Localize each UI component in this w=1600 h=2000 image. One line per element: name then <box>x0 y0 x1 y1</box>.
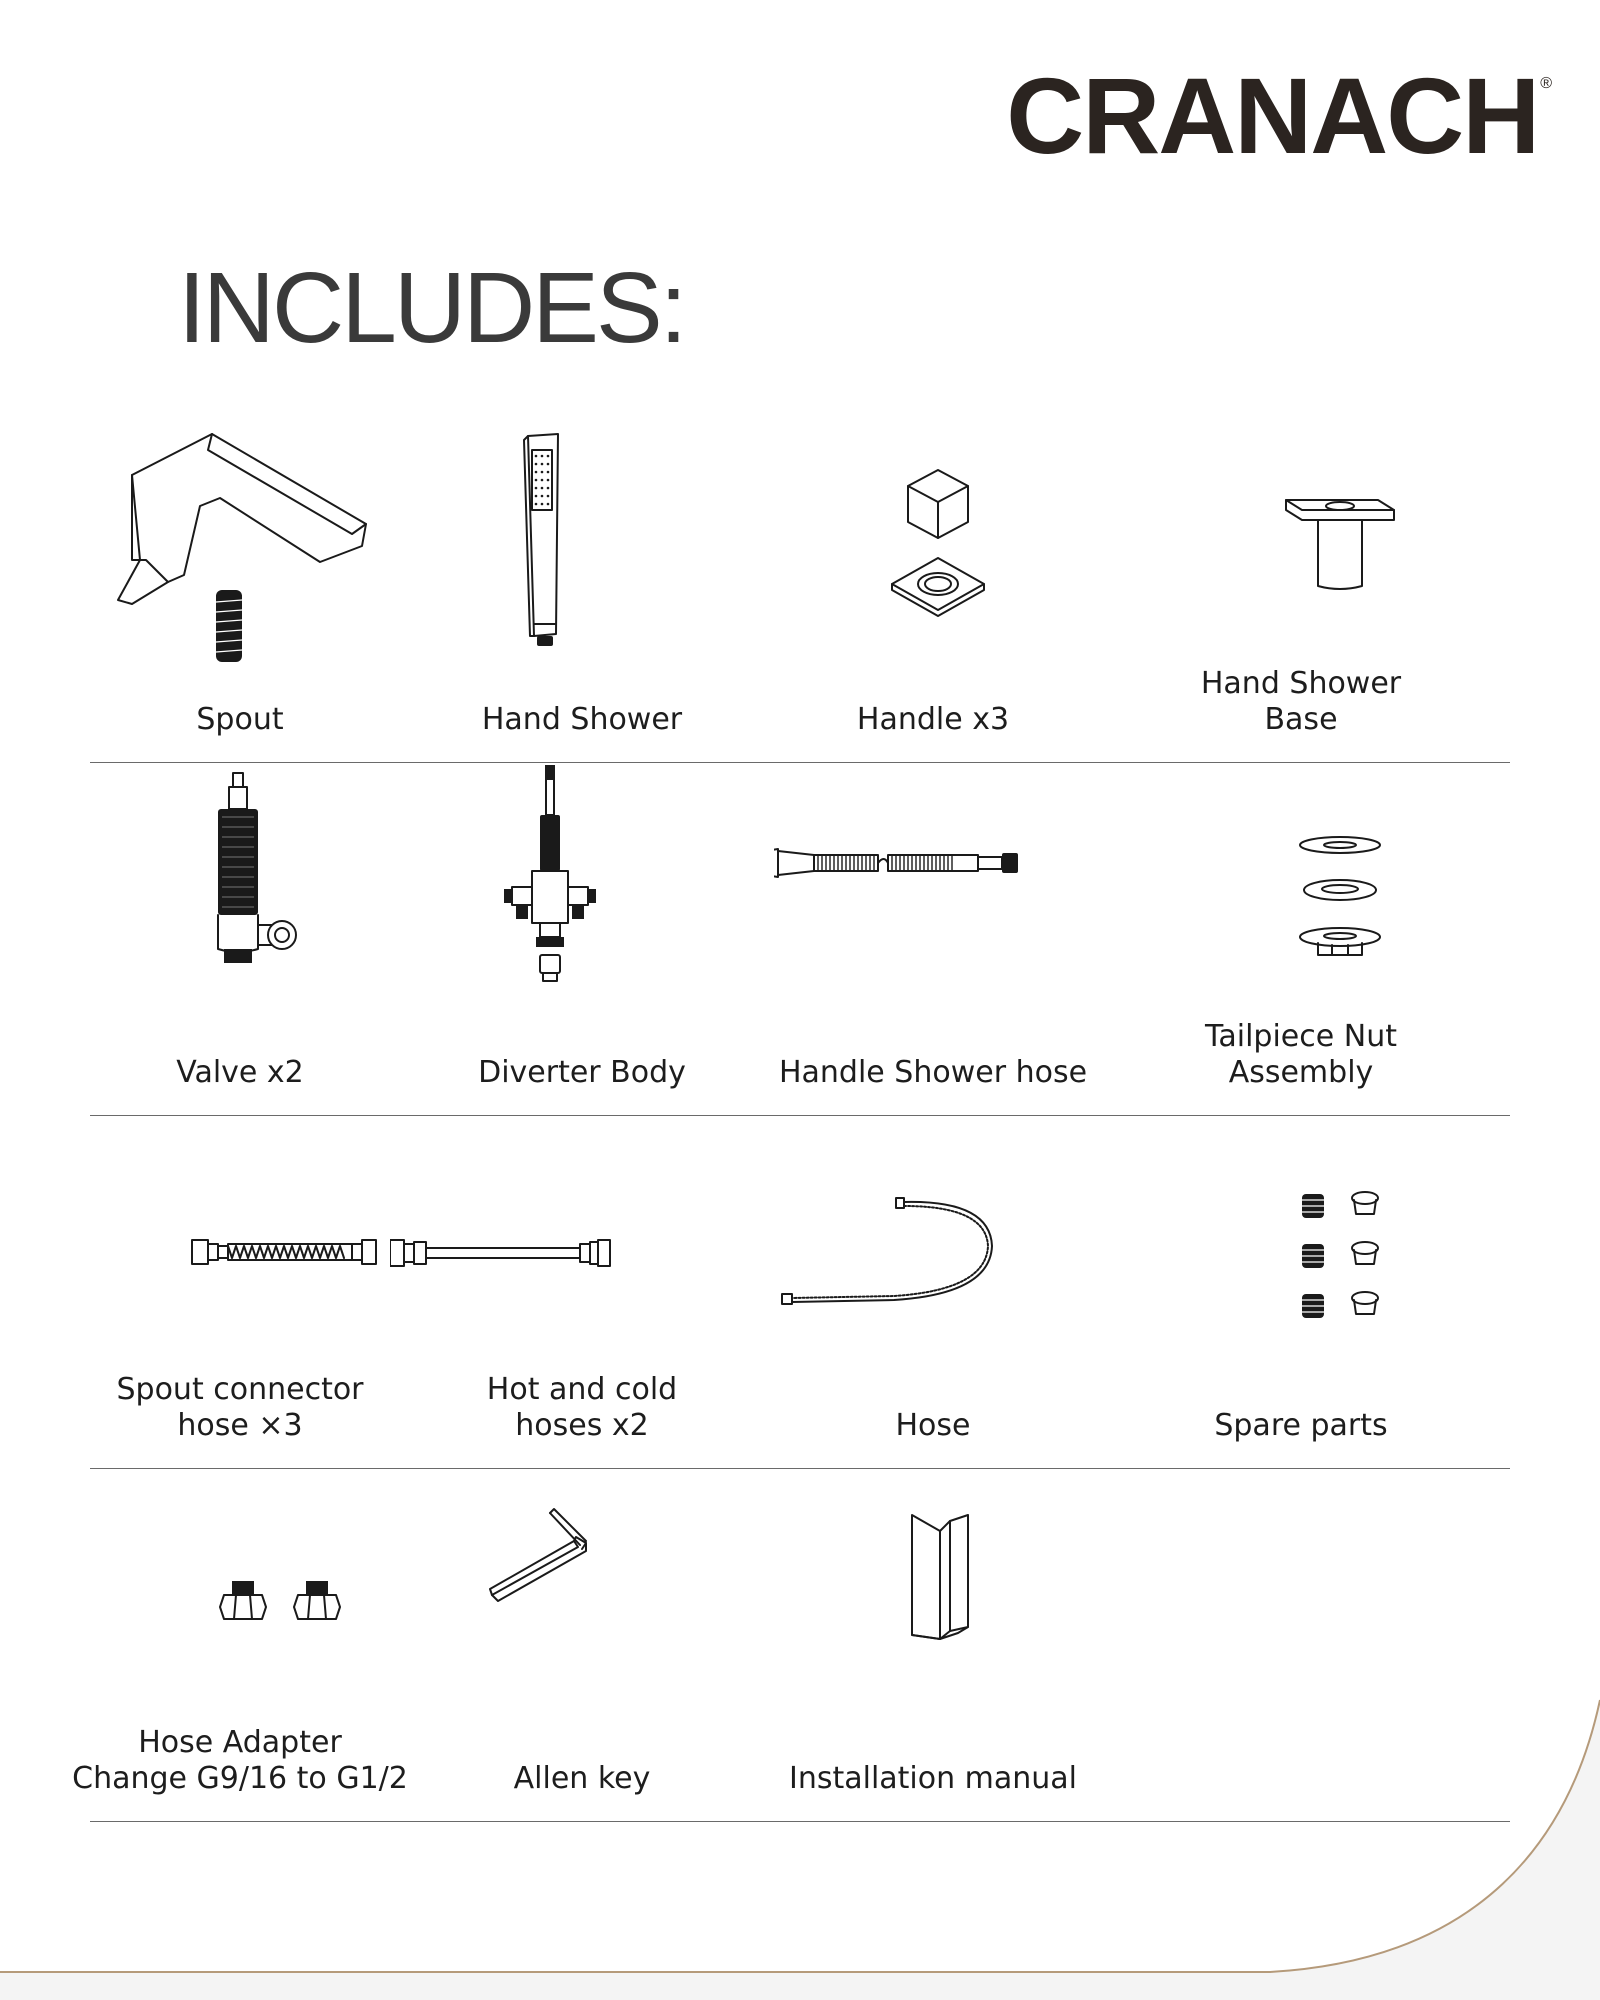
tailpiece-nut-icon <box>1092 763 1510 1023</box>
parts-grid <box>72 410 1510 1822</box>
page-title: INCLUDES: <box>178 252 685 364</box>
allen-key-icon <box>390 1469 774 1729</box>
hot-cold-hoses-icon <box>390 1116 774 1376</box>
part-label: Spare parts <box>1214 1408 1388 1443</box>
part-label: Hand Shower Base <box>1200 666 1402 737</box>
hose-adapter-icon <box>90 1469 390 1729</box>
part-hand-shower <box>390 410 774 762</box>
part-label: Spout <box>196 702 284 737</box>
parts-row <box>90 1116 1510 1469</box>
part-hot-cold-hoses <box>390 1116 774 1468</box>
part-label: Hose <box>895 1408 971 1443</box>
parts-row <box>90 410 1510 763</box>
hand-shower-icon <box>390 410 774 670</box>
parts-row <box>90 763 1510 1116</box>
part-label: Handle Shower hose <box>778 1055 1088 1090</box>
part-handle <box>774 410 1092 762</box>
part-spout <box>90 410 390 762</box>
spare-parts-icon <box>1092 1116 1510 1376</box>
part-hose-adapter <box>72 1469 408 1821</box>
valve-icon <box>90 763 390 1023</box>
part-valve <box>90 763 390 1115</box>
hand-shower-base-icon <box>1092 410 1510 670</box>
part-label: Allen key <box>513 1761 651 1796</box>
part-label: Hose Adapter Change G9/16 to G1/2 <box>72 1725 408 1796</box>
hose-icon <box>774 1116 1092 1376</box>
part-hose <box>774 1116 1092 1468</box>
part-label: Valve x2 <box>176 1055 304 1090</box>
part-allen-key <box>390 1469 774 1821</box>
manual-icon <box>774 1469 1092 1729</box>
part-spout-connector-hose <box>90 1116 390 1468</box>
spout-connector-hose-icon <box>90 1116 390 1376</box>
part-label: Tailpiece Nut Assembly <box>1205 1019 1397 1090</box>
spout-icon <box>90 410 390 670</box>
part-label: Installation manual <box>788 1761 1078 1796</box>
empty-cell <box>1092 1469 1510 1821</box>
parts-row <box>72 1469 1510 1822</box>
part-shower-hose <box>774 763 1092 1115</box>
part-label: Hot and cold hoses x2 <box>486 1372 678 1443</box>
part-manual <box>774 1469 1092 1821</box>
brand-logo <box>1006 55 1550 176</box>
part-diverter-body <box>390 763 774 1115</box>
handle-icon <box>774 410 1092 670</box>
registered-mark: ® <box>1540 75 1550 92</box>
part-tailpiece-nut <box>1092 763 1510 1115</box>
part-spare-parts <box>1092 1116 1510 1468</box>
part-label: Hand Shower <box>481 702 683 737</box>
part-label: Diverter Body <box>478 1055 686 1090</box>
shower-hose-icon <box>774 763 1092 1023</box>
part-label: Handle x3 <box>856 702 1010 737</box>
diverter-body-icon <box>390 763 774 1023</box>
brand-name: CRANACH <box>1006 55 1539 176</box>
part-label: Spout connector hose ×3 <box>116 1372 364 1443</box>
part-hand-shower-base <box>1092 410 1510 762</box>
